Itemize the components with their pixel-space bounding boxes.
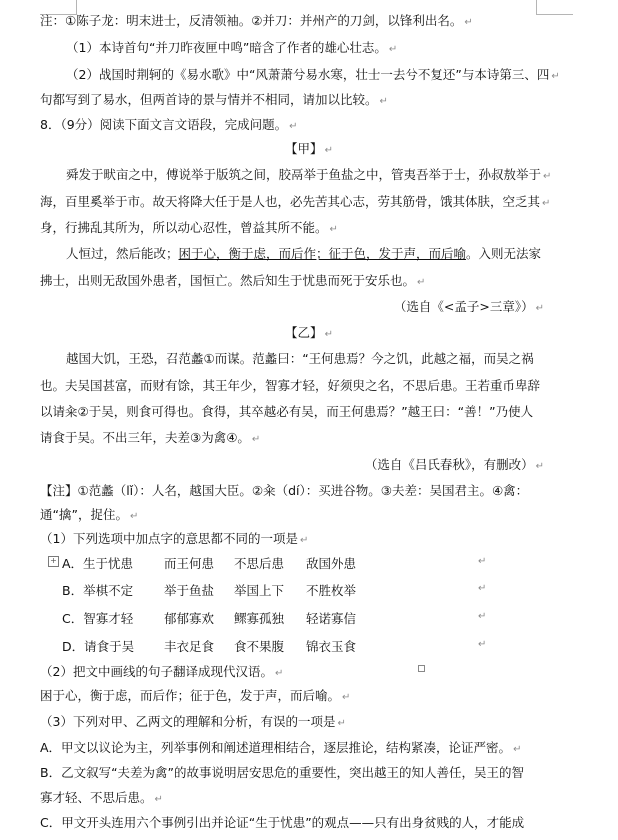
choice-a: A．甲文以议论为主，列举事例和阐述道理相结合，逐层推论，结构紧凑，论证严密。 ↵ [40,740,522,755]
question-8-1: （1）下列选项中加点字的意思都不同的一项是 ↵ [40,531,309,546]
underlined-sentence: 困于心，衡于虑，而后作；征于色，发于声，而后喻 [178,246,467,261]
passage-yi-line1: 越国大饥，王恐，召范蠡①而谋。范蠡曰：“王何患焉？今之饥，此越之福，而吴之祸 [66,351,534,366]
question-8-3: （3）下列对甲、乙两文的理解和分析，有误的一项是 ↵ [40,714,346,729]
choice-b-line1: B．乙文叙写“夫差为禽”的故事说明居安思危的重要性，突出越王的知人善任，吴王的智 [40,765,525,780]
question-8-2-sentence: 困于心，衡于虑，而后作；征于色，发于声，而后喻。 ↵ [40,688,351,703]
passage-yi-line2: 也。夫吴国甚富，而财有馀，其王年少，智寡才轻，好须臾之名，不思后患。王若重币卑辞 [40,378,541,393]
question-7-1: （1）本诗首句“并刀昨夜匣中鸣”暗含了作者的雄心壮志。 ↵ [66,40,398,55]
choice-b-line2: 寡才轻、不思后患。 ↵ [40,790,163,805]
passage-yi-source: （选自《吕氏春秋》，有删改） ↵ [364,457,544,472]
passage-jia-source: （选自《<孟子>三章》） ↵ [393,299,544,314]
passage-jia-title: 【甲】 ↵ [285,141,333,156]
passage-yi-note-line1: 【注】①范蠡（lǐ）：人名，越国大臣。②籴（dí）：买进谷物。③夫差：吴国君主。④禽： [40,483,529,498]
passage-yi-line4: 请食于吴。不出三年，夫差③为禽④。 ↵ [40,430,261,445]
passage-jia-line1: 舜发于畎亩之中，傅说举于版筑之间，胶鬲举于鱼盐之中，管夷吾举于士，孙叔敖举于 ↵ [66,167,552,182]
question-8-heading: 8．（9分）阅读下面文言文语段，完成问题。 ↵ [40,117,298,132]
question-7-2-line2: 句都写到了易水，但两首诗的景与情并不相同，请加以比较。 ↵ [40,92,388,107]
passage-jia-line2: 海，百里奚举于市。故天将降大任于是人也，必先苦其心志，劳其筋骨，饿其体肤，空乏其 ↵ [40,194,551,209]
note-poem: 注：①陈子龙：明末进士，反清领袖。②并刀：并州产的刀剑，以锋利出名。 ↵ [40,13,473,28]
table-resize-handle-icon[interactable] [418,665,425,672]
question-8-2: （2）把文中画线的句子翻译成现代汉语。 ↵ [40,664,284,679]
passage-yi-title: 【乙】 ↵ [285,325,333,340]
page-corner-mark-right [536,0,573,15]
table-move-handle-icon[interactable]: + [48,556,59,567]
passage-jia-line3: 身，行拂乱其所为，所以动心忍性，曾益其所不能。 ↵ [40,220,338,235]
question-7-2-line1: （2）战国时荆轲的《易水歌》中“风萧萧兮易水寒，壮士一去兮不复还”与本诗第三、四 ↵ [66,67,560,82]
choice-c-line1: C．甲文开头连用六个事例引出并论证“生于忧患”的观点——只有出身贫贱的人，才能成 [40,815,525,830]
passage-jia-line4: 人恒过，然后能改；困于心，衡于虑，而后作；征于色，发于声，而后喻。入则无法家 [66,246,542,261]
passage-jia-line5: 拂士，出则无敌国外患者，国恒亡。然后知生于忧患而死于安乐也。 ↵ [40,273,426,288]
passage-yi-line3: 以请籴②于吴，则食可得也。食得，其卒越必有吴，而王何患焉？”越王曰：“善！”乃使人 [40,404,534,419]
passage-yi-note-line2: 通“擒”，捉住。 ↵ [40,507,139,522]
